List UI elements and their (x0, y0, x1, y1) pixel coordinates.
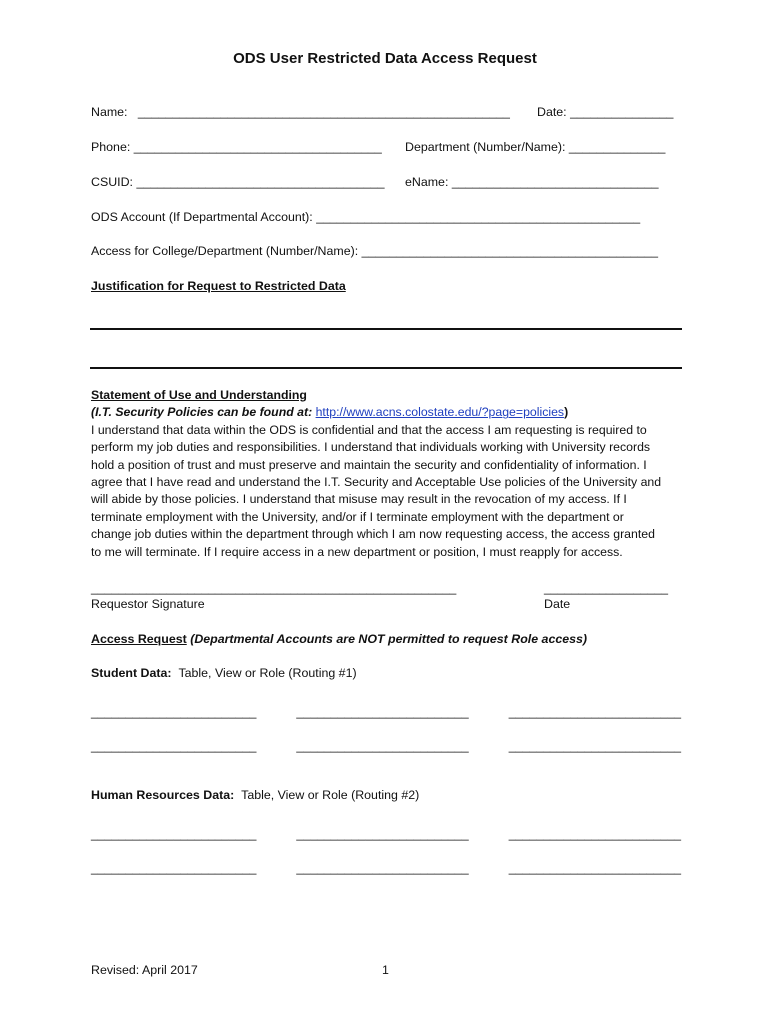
hr-blank[interactable]: _________________________ (508, 861, 681, 875)
name-line[interactable]: ______________________________________________________ (137, 105, 510, 119)
date-field (537, 104, 673, 121)
hr-blank[interactable]: _________________________ (296, 861, 469, 875)
access-request-heading-row (91, 631, 587, 648)
student-data-label: Student Data: (91, 666, 172, 680)
date-line[interactable]: _______________ (570, 105, 674, 119)
statement-line: change job duties within the department through which I am now requesting access, the access granted (91, 527, 655, 542)
justification-heading: Justification for Request to Restricted Data (91, 279, 346, 293)
signature-label: Requestor Signature (91, 597, 205, 611)
csuid-line[interactable]: ____________________________________ (136, 175, 385, 189)
ename-label: eName: (405, 175, 449, 189)
ename-line[interactable]: ______________________________ (451, 175, 659, 189)
signature-line[interactable]: _____________________________________________________ (91, 581, 457, 595)
student-blank[interactable]: _________________________ (508, 739, 681, 753)
signature-date-line[interactable]: __________________ (544, 581, 669, 595)
student-blank-row (91, 738, 681, 755)
statement-line: I understand that data within the ODS is confidential and that the access I am requesting is required to (91, 422, 647, 437)
name-field (91, 104, 510, 121)
hr-blank[interactable]: ________________________ (91, 827, 257, 841)
statement-heading: Statement of Use and Understanding (91, 388, 307, 402)
statement-line: hold a position of trust and must preserve and maintain the security and confidentiality of information. I (91, 457, 647, 472)
hr-data-row (91, 787, 419, 804)
student-blank[interactable]: _________________________ (508, 705, 681, 719)
ods-account-line[interactable]: _______________________________________________ (316, 210, 641, 224)
student-blank[interactable]: _________________________ (296, 705, 469, 719)
statement-line: to me will terminate. If I require access in a new department or position, I must reapply for access. (91, 544, 623, 559)
statement-line: perform my job duties and responsibilities. I understand that individuals working with University records (91, 440, 651, 455)
student-blank[interactable]: ________________________ (91, 705, 257, 719)
justification-line-2[interactable] (90, 367, 682, 369)
hr-blank-row (91, 826, 681, 843)
statement-section (91, 387, 687, 561)
ename-field (405, 174, 659, 191)
policies-prefix: (I.T. Security Policies can be found at: (91, 405, 313, 420)
signature-date-label: Date (544, 597, 571, 611)
policies-line (91, 404, 687, 421)
csuid-field (91, 174, 385, 191)
hr-data-label: Human Resources Data: (91, 788, 235, 802)
ods-account-field (91, 209, 640, 226)
phone-line[interactable]: ____________________________________ (133, 140, 382, 154)
hr-blank[interactable]: _________________________ (508, 827, 681, 841)
department-label: Department (Number/Name): (405, 140, 566, 154)
access-college-field (91, 243, 658, 260)
phone-label: Phone: (91, 140, 131, 154)
policies-link[interactable]: http://www.acns.colostate.edu/?page=policies (315, 405, 565, 420)
department-line[interactable]: ______________ (568, 140, 666, 154)
student-blank[interactable]: _________________________ (296, 739, 469, 753)
statement-line: terminate employment with the University, and/or if I terminate employment with the department or (91, 509, 624, 524)
statement-line: agree that I have read and understand the I.T. Security and Acceptable Use policies of the University and (91, 475, 662, 490)
access-college-label: Access for College/Department (Number/Name): (91, 244, 359, 258)
page-number: 1 (382, 963, 389, 977)
student-blank-row (91, 704, 681, 721)
revised-date: Revised: April 2017 (91, 963, 198, 977)
name-label: Name: (91, 105, 128, 119)
csuid-label: CSUID: (91, 175, 133, 189)
student-blank[interactable]: ________________________ (91, 739, 257, 753)
access-request-heading: Access Request (91, 632, 187, 646)
department-field (405, 139, 665, 156)
hr-blank[interactable]: _________________________ (296, 827, 469, 841)
student-data-row (91, 665, 357, 682)
policies-suffix: ) (564, 405, 569, 420)
access-college-line[interactable]: ___________________________________________ (361, 244, 658, 258)
date-label: Date: (537, 105, 567, 119)
hr-blank[interactable]: ________________________ (91, 861, 257, 875)
page-title: ODS User Restricted Data Access Request (233, 50, 537, 67)
ods-account-label: ODS Account (If Departmental Account): (91, 210, 313, 224)
statement-line: will abide by those policies. I understand that misuse may result in the revocation of my access. If I (91, 492, 627, 507)
phone-field (91, 139, 382, 156)
hr-blank-row (91, 860, 681, 877)
hr-data-desc: Table, View or Role (Routing #2) (241, 788, 420, 802)
access-request-note: (Departmental Accounts are NOT permitted to request Role access) (190, 632, 588, 646)
student-data-desc: Table, View or Role (Routing #1) (178, 666, 357, 680)
justification-line-1[interactable] (90, 328, 682, 330)
